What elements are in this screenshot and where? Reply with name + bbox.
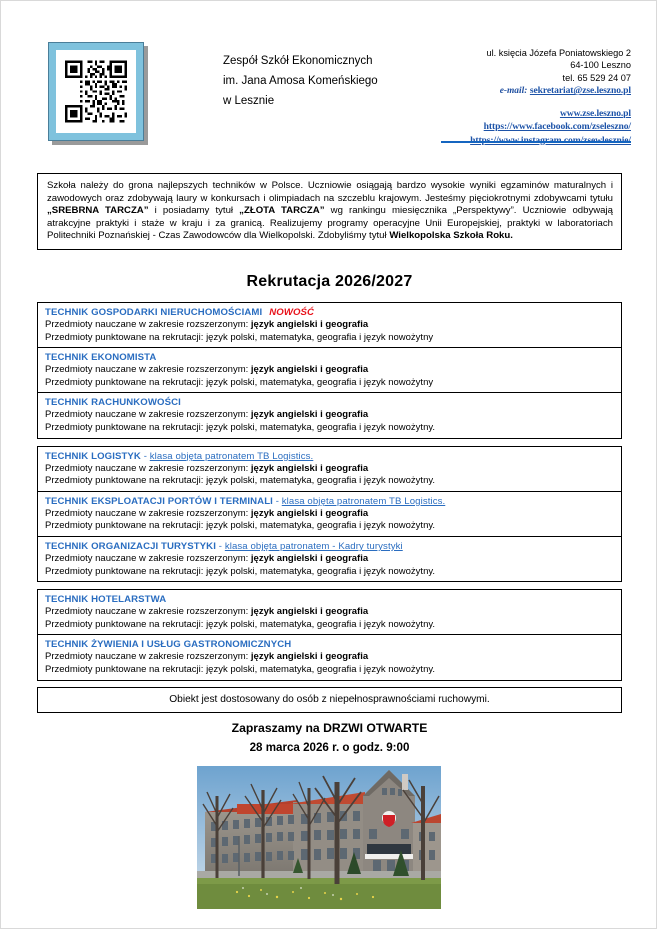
extended-subjects-label: Przedmioty nauczane w zakresie rozszerzonym:	[45, 319, 251, 330]
website-link[interactable]: www.zse.leszno.pl	[559, 107, 631, 119]
extended-subjects-line	[45, 508, 621, 521]
extended-subjects-line	[45, 319, 621, 332]
extended-subjects-line	[45, 651, 621, 664]
program-group	[37, 302, 622, 439]
extended-subjects-value: język angielski i geografia	[250, 462, 369, 474]
open-day-datetime: 28 marca 2026 r. o godz. 9:00	[249, 741, 410, 754]
program-name: TECHNIK EKONOMISTA	[45, 352, 157, 364]
scored-subjects-line	[45, 520, 621, 533]
scored-subjects-value: język polski, matematyka, geografia i język nowożytny.	[206, 618, 436, 630]
qr-code-icon[interactable]	[56, 50, 136, 133]
scored-subjects-value: język polski, matematyka, geografia i język nowożytny.	[206, 565, 436, 577]
scored-subjects-value: język polski, matematyka, geografia i język nowożytny.	[206, 663, 436, 675]
scored-subjects-value: język polski, matematyka, geografia i język nowożytny.	[206, 520, 436, 532]
scored-subjects-line	[45, 664, 621, 677]
school-name-line-2: im. Jana Amosa Komeńskiego	[223, 75, 378, 87]
program-name: TECHNIK RACHUNKOWOŚCI	[45, 397, 181, 409]
scored-subjects-label: Przedmioty punktowane na rekrutacji:	[45, 565, 207, 577]
school-name-line-1: Zespół Szkół Ekonomicznych	[223, 55, 373, 67]
extended-subjects-value: język angielski i geografia	[250, 409, 369, 421]
program-title	[45, 495, 621, 508]
scored-subjects-label: Przedmioty punktowane na rekrutacji:	[45, 618, 207, 630]
patron-separator: -	[140, 450, 150, 462]
header	[1, 1, 656, 161]
program-title	[45, 351, 621, 364]
scored-subjects-value: język polski, matematyka, geografia i język nowożytny	[206, 331, 434, 343]
new-badge: NOWOŚĆ	[269, 307, 315, 318]
scored-subjects-label: Przedmioty punktowane na rekrutacji:	[45, 421, 207, 433]
open-day-block	[37, 719, 622, 757]
program-name: TECHNIK ORGANIZACJI TURYSTYKI	[45, 540, 216, 552]
program-title	[45, 593, 621, 606]
program-entry[interactable]	[38, 348, 621, 393]
address-line: ul. księcia Józefa Poniatowskiego 2	[486, 48, 631, 58]
program-entry[interactable]	[38, 492, 621, 537]
patron-separator: -	[272, 495, 282, 507]
extended-subjects-label: Przedmioty nauczane w zakresie rozszerzonym:	[45, 507, 251, 519]
intro-award-2: „ZŁOTA TARCZA”	[239, 205, 325, 217]
program-entry[interactable]	[38, 303, 621, 348]
extended-subjects-value: język angielski i geografia	[250, 552, 369, 564]
scored-subjects-line	[45, 377, 621, 390]
scored-subjects-label: Przedmioty punktowane na rekrutacji:	[45, 376, 207, 388]
intro-text-1: Szkoła należy do grona najlepszych techników w Polsce. Uczniowie osiągają bardzo wysokie wyniki egzaminów maturalnych i zawodowych oraz zdobywają laury w konkursach i olimpiadach na szczeblu krajowym. Jesteśmy pięciokrotnymi zdobywcami tytułu	[47, 180, 613, 204]
scored-subjects-label: Przedmioty punktowane na rekrutacji:	[45, 475, 207, 487]
program-entry[interactable]	[38, 635, 621, 679]
extended-subjects-line	[45, 463, 621, 476]
program-title	[45, 638, 621, 651]
program-entry[interactable]	[38, 537, 621, 581]
scored-subjects-line	[45, 332, 621, 345]
extended-subjects-line	[45, 606, 621, 619]
school-building-photo	[197, 766, 441, 909]
scored-subjects-label: Przedmioty punktowane na rekrutacji:	[45, 331, 207, 343]
program-name: TECHNIK EKSPLOATACJI PORTÓW I TERMINALI	[45, 495, 273, 507]
qr-code-frame	[48, 42, 144, 141]
intro-award-1: „SREBRNA TARCZA”	[47, 205, 149, 217]
postal-city-line: 64-100 Leszno	[570, 60, 631, 71]
program-group	[37, 589, 622, 680]
scored-subjects-value: język polski, matematyka, geografia i język nowożytny	[206, 376, 434, 388]
program-name: TECHNIK GOSPODARKI NIERUCHOMOŚCIAMI	[45, 307, 263, 318]
program-title	[45, 540, 621, 553]
program-entry[interactable]	[38, 393, 621, 437]
extended-subjects-value: język angielski i geografia	[250, 507, 369, 519]
program-entry[interactable]	[38, 447, 621, 492]
extended-subjects-label: Przedmioty nauczane w zakresie rozszerzonym:	[45, 552, 251, 564]
extended-subjects-label: Przedmioty nauczane w zakresie rozszerzonym:	[45, 651, 251, 663]
scored-subjects-value: język polski, matematyka, geografia i język nowożytny.	[206, 421, 436, 433]
scored-subjects-line	[45, 422, 621, 435]
intro-text-2: i posiadamy tytuł	[148, 205, 240, 217]
scored-subjects-line	[45, 619, 621, 632]
intro-award-3: Wielkopolska Szkoła Roku.	[389, 230, 513, 242]
contact-block	[371, 47, 631, 147]
header-divider	[441, 141, 631, 143]
patron-separator: -	[215, 540, 225, 552]
patron-note: klasa objęta patronatem TB Logistics.	[281, 495, 446, 507]
program-group	[37, 446, 622, 583]
email-link[interactable]: sekretariat@zse.leszno.pl	[529, 85, 631, 97]
programs-list	[37, 302, 622, 688]
extended-subjects-value: język angielski i geografia	[250, 651, 369, 663]
extended-subjects-value: język angielski i geografia	[250, 606, 369, 618]
email-line	[371, 84, 631, 97]
program-title	[45, 396, 621, 409]
extended-subjects-value: język angielski i geografia	[250, 319, 369, 330]
program-title	[45, 450, 621, 463]
extended-subjects-line	[45, 364, 621, 377]
extended-subjects-label: Przedmioty nauczane w zakresie rozszerzonym:	[45, 462, 251, 474]
open-day-headline: Zapraszamy na DRZWI OTWARTE	[231, 721, 428, 735]
extended-subjects-label: Przedmioty nauczane w zakresie rozszerzonym:	[45, 364, 251, 376]
extended-subjects-label: Przedmioty nauczane w zakresie rozszerzonym:	[45, 606, 251, 618]
program-name: TECHNIK ŻYWIENIA I USŁUG GASTRONOMICZNYCH	[45, 639, 292, 651]
email-label: e-mail:	[499, 86, 528, 97]
scored-subjects-line	[45, 475, 621, 488]
page-title: Rekrutacja 2026/2027	[246, 273, 413, 290]
program-name: TECHNIK LOGISTYK	[45, 450, 141, 462]
program-title	[45, 306, 621, 319]
intro-paragraph-box	[37, 173, 622, 250]
patron-note: klasa objęta patronatem TB Logistics.	[149, 450, 314, 462]
extended-subjects-line	[45, 553, 621, 566]
scored-subjects-value: język polski, matematyka, geografia i język nowożytny.	[206, 475, 436, 487]
extended-subjects-value: język angielski i geografia	[250, 364, 369, 376]
phone-line: tel. 65 529 24 07	[562, 72, 631, 83]
program-name: TECHNIK HOTELARSTWA	[45, 594, 167, 606]
school-name-line-3: w Lesznie	[223, 95, 275, 107]
program-entry[interactable]	[38, 590, 621, 635]
extended-subjects-line	[45, 409, 621, 422]
intro-text-3: wg rankingu miesięcznika „Perspektywy”. Uczniowie odbywają atrakcyjne praktyki i staże w kraju i za granicą. Realizujemy programy operacyjne Unii Europejskiej, praktyki w laboratoriach Politechniki Poznańskiej - Czas Zawodowców dla Wielkopolski. Zdobyliśmy tytuł	[47, 205, 613, 242]
scored-subjects-label: Przedmioty punktowane na rekrutacji:	[45, 520, 207, 532]
accessibility-note: Obiekt jest dostosowany do osób z niepełnosprawnościami ruchowymi.	[37, 687, 622, 713]
scored-subjects-label: Przedmioty punktowane na rekrutacji:	[45, 663, 207, 675]
extended-subjects-label: Przedmioty nauczane w zakresie rozszerzonym:	[45, 409, 251, 421]
scored-subjects-line	[45, 566, 621, 579]
patron-note: klasa objęta patronatem - Kadry turystyki	[224, 540, 403, 552]
facebook-link[interactable]: https://www.facebook.com/zseleszno/	[483, 121, 631, 133]
